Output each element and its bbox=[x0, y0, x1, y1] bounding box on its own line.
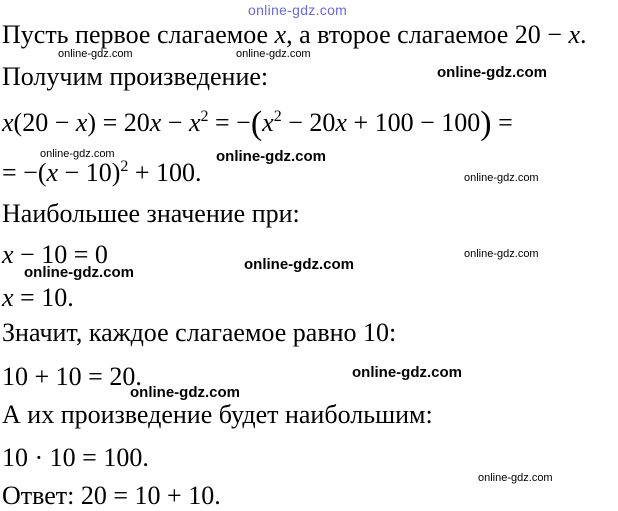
watermark: online-gdz.com bbox=[352, 364, 462, 381]
text-segment: . bbox=[579, 20, 587, 49]
solution-line-2: Получим произведение: bbox=[2, 62, 269, 91]
watermark: online-gdz.com bbox=[236, 48, 311, 60]
variable-x: x bbox=[274, 20, 287, 49]
watermark: online-gdz.com bbox=[216, 148, 326, 165]
watermark: online-gdz.com bbox=[58, 48, 133, 60]
watermark: online-gdz.com bbox=[464, 248, 539, 260]
expr: = bbox=[491, 108, 513, 137]
solution-line-1 bbox=[2, 20, 586, 50]
expr: = 10. bbox=[13, 283, 74, 312]
watermark: online-gdz.com bbox=[437, 64, 547, 81]
solution-line-12: Ответ: 20 = 10 + 10. bbox=[2, 481, 221, 510]
variable-x: x bbox=[46, 158, 59, 187]
variable-x: x bbox=[335, 108, 347, 137]
solution-line-4 bbox=[2, 158, 202, 188]
solution-line-11: 10 · 10 = 100. bbox=[2, 443, 149, 472]
variable-x: x bbox=[75, 108, 88, 137]
expr: − 10 = 0 bbox=[13, 240, 108, 269]
variable-x: x bbox=[149, 108, 162, 137]
watermark: online-gdz.com bbox=[40, 148, 115, 160]
exponent: 2 bbox=[120, 158, 129, 175]
solution-line-9: 10 + 10 = 20. bbox=[2, 362, 142, 391]
expr: = −( bbox=[2, 158, 47, 187]
variable-x: x bbox=[262, 108, 274, 137]
text-segment: Пусть первое слагаемое bbox=[2, 20, 275, 49]
paren-open: ( bbox=[250, 105, 263, 142]
exponent: 2 bbox=[273, 108, 282, 125]
expr: = − bbox=[208, 108, 251, 137]
variable-x: x bbox=[188, 108, 201, 137]
solution-line-10: А их произведение будет наибольшим: bbox=[2, 400, 433, 429]
expr: (20 − bbox=[13, 108, 76, 137]
solution-line-3 bbox=[2, 105, 513, 142]
variable-x: x bbox=[568, 20, 580, 49]
expr: + 100 − 100 bbox=[346, 108, 481, 137]
solution-line-8: Значит, каждое слагаемое равно 10: bbox=[2, 318, 397, 347]
expr: + 100. bbox=[128, 158, 202, 187]
watermark: online-gdz.com bbox=[244, 256, 354, 273]
watermark-top: online-gdz.com bbox=[248, 2, 348, 18]
exponent: 2 bbox=[200, 108, 209, 125]
expr: − bbox=[161, 108, 189, 137]
variable-x: x bbox=[2, 108, 14, 137]
solution-line-5: Наибольшее значение при: bbox=[2, 199, 300, 228]
watermark: online-gdz.com bbox=[24, 264, 134, 281]
text-segment: , а второе слагаемое 20 − bbox=[286, 20, 569, 49]
paren-close: ) bbox=[480, 105, 492, 142]
watermark: online-gdz.com bbox=[130, 384, 240, 401]
watermark: online-gdz.com bbox=[478, 472, 553, 484]
variable-x: x bbox=[2, 240, 14, 269]
solution-line-7 bbox=[2, 283, 74, 313]
expr: − 10) bbox=[58, 158, 121, 187]
watermark: online-gdz.com bbox=[464, 172, 539, 184]
variable-x: x bbox=[2, 283, 14, 312]
expr: − 20 bbox=[281, 108, 336, 137]
expr: ) = 20 bbox=[87, 108, 150, 137]
